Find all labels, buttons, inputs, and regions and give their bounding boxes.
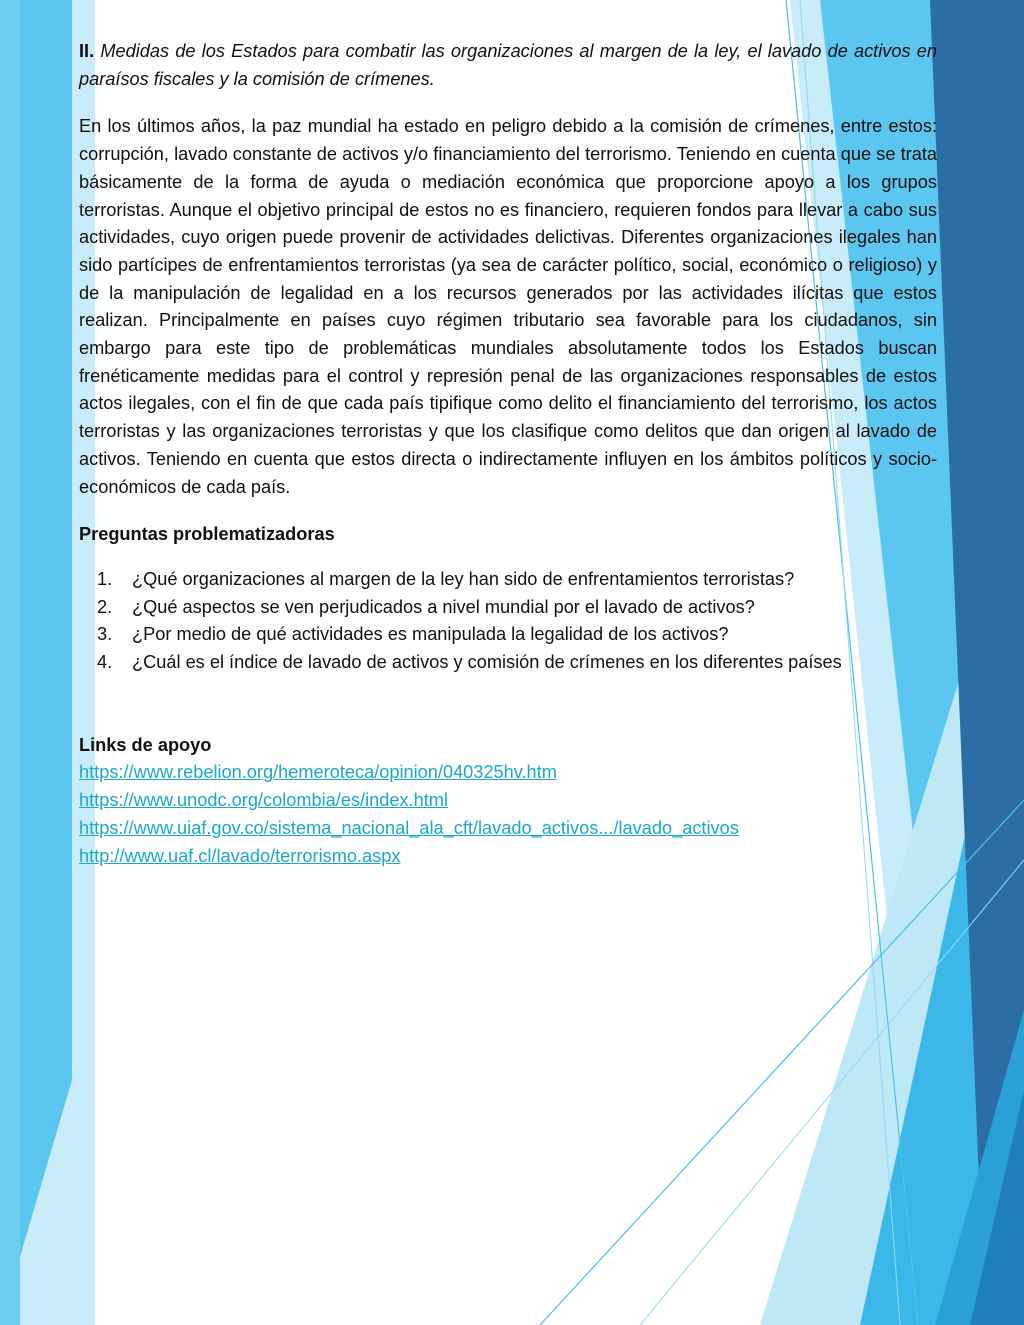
list-item — [79, 566, 937, 594]
support-link-uaf[interactable]: http://www.uaf.cl/lavado/terrorismo.aspx — [79, 845, 401, 866]
links-list — [79, 759, 937, 870]
body-paragraph: En los últimos años, la paz mundial ha estado en peligro debido a la comisión de crímenes, entre estos: corrupción, lavado constante de activos y/o financiamiento del terrorismo. Teniendo en cuenta que se trata básicamente de la forma de ayuda o mediación económica que proporcione apoyo a los grupos terroristas. Aunque el objetivo principal de estos no es financiero, requieren fondos para llevar a cabo sus actividades, cuyo origen puede provenir de actividades delictivas. Diferentes organizaciones ilegales han sido partícipes de enfrentamientos terroristas (ya sea de carácter político, social, económico o religioso) y de la manipulación de legalidad en a los recursos generados por las actividades ilícitas que estos realizan. Principalmente en países cuyo régimen tributario sea favorable para los ciudadanos, sin embargo para este tipo de problemáticas mundiales absolutamente todos los Estados buscan frenéticamente medidas para el control y represión penal de las organizaciones responsables de estos actos ilegales, con el fin de que cada país tipifique como delito el financiamiento del terrorismo, los actos terroristas y las organizaciones terroristas y que los clasifique como delitos que dan origen al lavado de activos. Teniendo en cuenta que estos directa o indirectamente influyen en los ámbitos políticos y socio-económicos de cada país. — [79, 116, 937, 497]
document-content — [79, 38, 937, 870]
support-link-unodc[interactable]: https://www.unodc.org/colombia/es/index.html — [79, 790, 448, 811]
support-link-rebelion[interactable]: https://www.rebelion.org/hemeroteca/opinion/040325hv.htm — [79, 762, 557, 783]
section-subtitle: Medidas de los Estados para combatir las organizaciones al margen de la ley, el lavado de activos en paraísos fiscales y la comisión de crímenes. — [79, 41, 937, 89]
support-link-uiaf[interactable]: https://www.uiaf.gov.co/sistema_nacional_ala_cft/lavado_activos.../lavado_activos — [79, 817, 739, 838]
links-title: Links de apoyo — [79, 734, 212, 755]
question-number: 2. — [97, 596, 113, 617]
question-number: 4. — [97, 652, 113, 673]
left-stripe-mid — [0, 0, 20, 1325]
question-number: 3. — [97, 624, 113, 645]
list-item — [79, 621, 937, 649]
questions-title: Preguntas problematizadoras — [79, 524, 335, 545]
question-text: ¿Cuál es el índice de lavado de activos y comisión de crímenes en los diferentes países — [132, 652, 842, 673]
section-number: II. — [79, 41, 95, 61]
question-text: ¿Qué aspectos se ven perjudicados a nivel mundial por el lavado de activos? — [132, 596, 755, 617]
list-item — [79, 594, 937, 622]
section-heading — [79, 38, 937, 93]
questions-list — [79, 566, 937, 677]
list-item — [79, 649, 937, 677]
question-text: ¿Qué organizaciones al margen de la ley han sido de enfrentamientos terroristas? — [132, 568, 795, 589]
question-number: 1. — [97, 568, 113, 589]
question-text: ¿Por medio de qué actividades es manipulada la legalidad de los activos? — [132, 624, 729, 645]
